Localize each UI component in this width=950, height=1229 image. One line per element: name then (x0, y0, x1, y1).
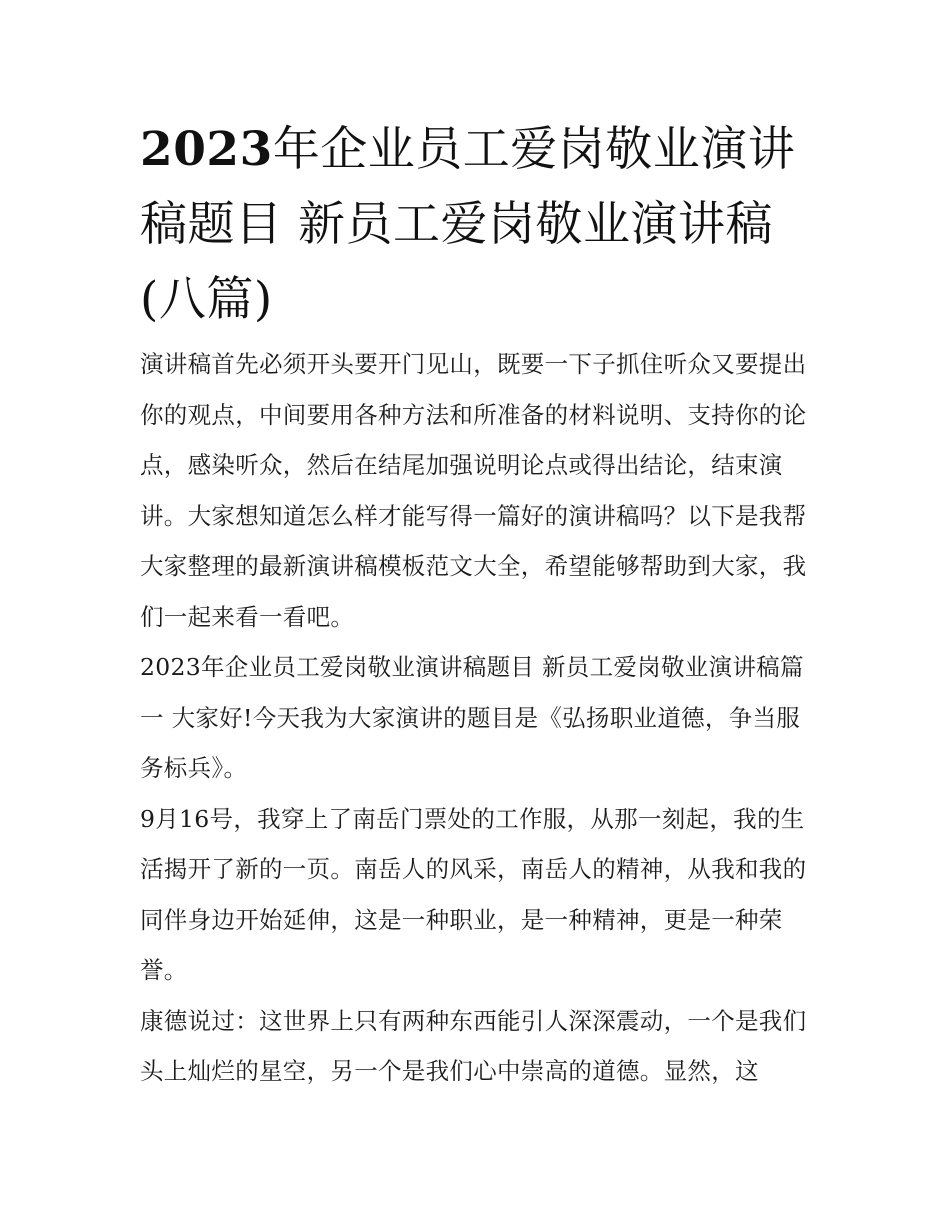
paragraph-story: 9月16号，我穿上了南岳门票处的工作服，从那一刻起，我的生活揭开了新的一页。南岳人的风采，南岳人的精神，从我和我的同伴身边开始延伸，这是一种职业，是一种精神，更是一种荣誉。 (140, 804, 807, 984)
document-body (140, 339, 812, 1097)
title-year: 2023 (140, 122, 273, 177)
title-text: 年企业员工爱岗敬业演讲稿题目 新员工爱岗敬业演讲稿(八篇) (140, 122, 796, 327)
document-content (140, 112, 812, 1097)
paragraph-intro: 演讲稿首先必须开头要开门见山，既要一下子抓住听众又要提出你的观点，中间要用各种方法和所准备的材料说明、支持你的论点，感染听众，然后在结尾加强说明论点或得出结论，结束演讲。大家想知道怎么样才能写得一篇好的演讲稿吗？以下是我帮大家整理的最新演讲稿模板范文大全，希望能够帮助到大家，我们一起来看一看吧。 (140, 350, 807, 631)
paragraph-kant: 康德说过：这世界上只有两种东西能引人深深震动，一个是我们头上灿烂的星空，另一个是我们心中崇高的道德。显然，这 (140, 1006, 807, 1085)
paragraph-heading: 2023年企业员工爱岗敬业演讲稿题目 新员工爱岗敬业演讲稿篇一 大家好!今天我为大家演讲的题目是《弘扬职业道德，争当服务标兵》。 (140, 653, 804, 782)
document-title (140, 112, 812, 337)
